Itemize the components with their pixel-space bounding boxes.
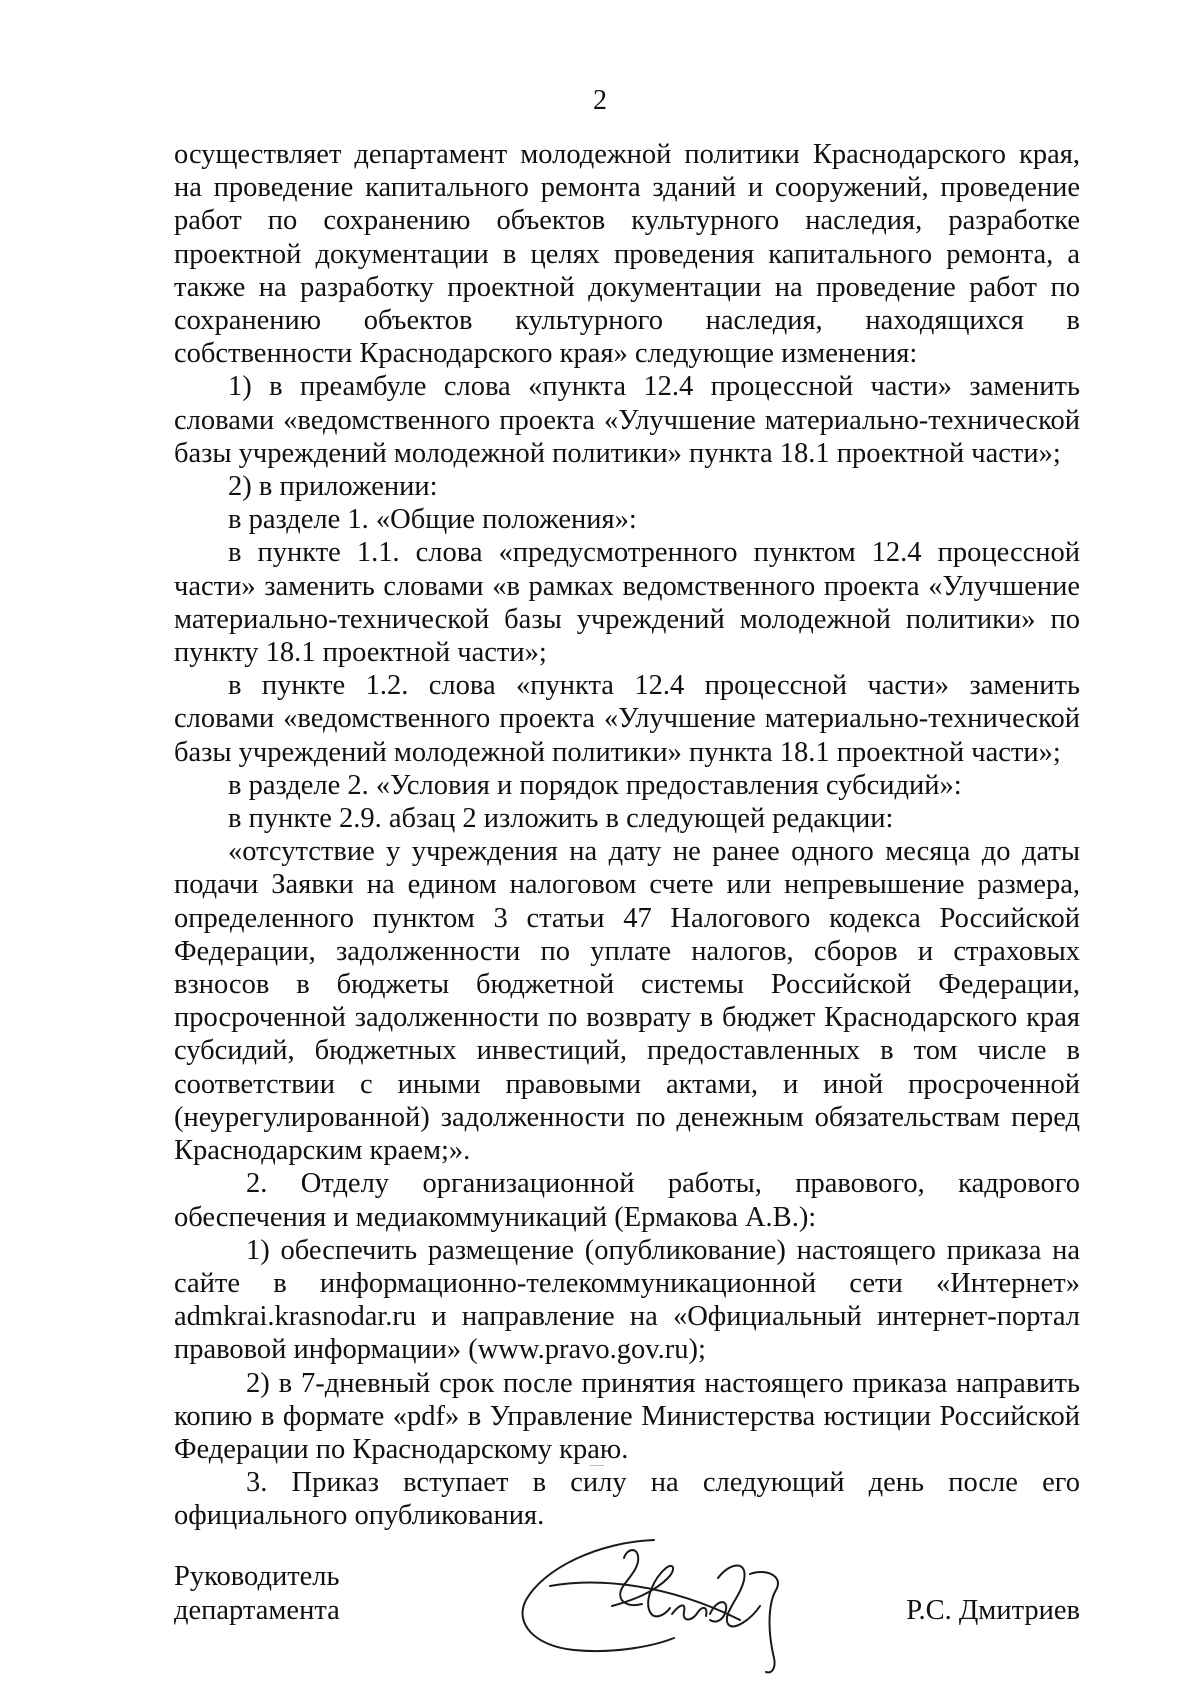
paragraph-appendix-heading: 2) в приложении: [228,471,438,503]
signer-title [174,1560,414,1628]
paragraph-item-2-1: 1) обеспечить размещение (опубликование) настоящего приказа на сайте в информационно-телекоммуникационной сети «Интернет» admkrai.krasnodar.ru и направление на «Официальный интернет-портал правовой информации» (www.pravo.gov.ru); [174,1234,1080,1366]
paragraph-item-3: 3. Приказ вступает в силу на следующий день после его официального опубликования. [174,1467,1080,1532]
page-number: 2 [593,85,607,116]
paragraph-section2-heading: в разделе 2. «Условия и порядок предоставления субсидий»: [228,769,962,801]
document-body [174,138,1080,1533]
paragraph-clause-1-2: в пункте 1.2. слова «пункта 12.4 процессной части» заменить словами «ведомственного проекта «Улучшение материально-технической базы учреждений молодежной политики» пункта 18.1 проектной части»; [174,670,1080,768]
signature-block [174,1560,1080,1680]
paragraph-clause-2-9-text: «отсутствие у учреждения на дату не ранее одного месяца до даты подачи Заявки на едином налоговом счете или непревышение размера, определенного пунктом 3 статьи 47 Налогового кодекса Российской Федерации, задолженности по уплате налогов, сборов и страховых взносов в бюджеты бюджетной системы Российской Федерации, просроченной задолженности по возврату в бюджет Краснодарского края субсидий, бюджетных инвестиций, предоставленных в том числе в соответствии с иными правовыми актами, и иной просроченной (неурегулированной) задолженности по денежным обязательствам перед Краснодарским краем;». [174,836,1080,1167]
handwritten-signature [504,1528,824,1678]
paragraph-item-2-2: 2) в 7-дневный срок после принятия настоящего приказа направить копию в формате «pdf» в Управление Министерства юстиции Российской Федерации по Краснодарскому краю. [174,1367,1080,1465]
paragraph-clause-1-1: в пункте 1.1. слова «предусмотренного пунктом 12.4 процессной части» заменить словами «в рамках ведомственного проекта «Улучшение материально-технической базы учреждений молодежной политики» по пункту 18.1 проектной части»; [174,537,1080,669]
paragraph-item-2: 2. Отделу организационной работы, правового, кадрового обеспечения и медиакоммуникаций (Ермакова А.В.): [174,1168,1080,1233]
paragraph-clause-2-9: в пункте 2.9. абзац 2 изложить в следующей редакции: [228,803,894,835]
signer-title-line2: департамента [174,1595,340,1626]
paragraph-continuation: осуществляет департамент молодежной политики Краснодарского края, на проведение капитального ремонта зданий и сооружений, проведение работ по сохранению объектов культурного наследия, разработке проектной документации в целях проведения капитального ремонта, а также на разработку проектной документации на проведение работ по сохранению объектов культурного наследия, находящихся в собственности Краснодарского края» следующие изменения: [174,139,1080,370]
signer-name: Р.С. Дмитриев [906,1595,1080,1626]
paragraph-section1-heading: в разделе 1. «Общие положения»: [228,504,637,536]
signer-title-line1: Руководитель [174,1561,340,1592]
scan-mark [590,1465,604,1466]
paragraph-preamble-change: 1) в преамбуле слова «пункта 12.4 процессной части» заменить словами «ведомственного проекта «Улучшение материально-технической базы учреждений молодежной политики» пункта 18.1 проектной части»; [174,371,1080,469]
